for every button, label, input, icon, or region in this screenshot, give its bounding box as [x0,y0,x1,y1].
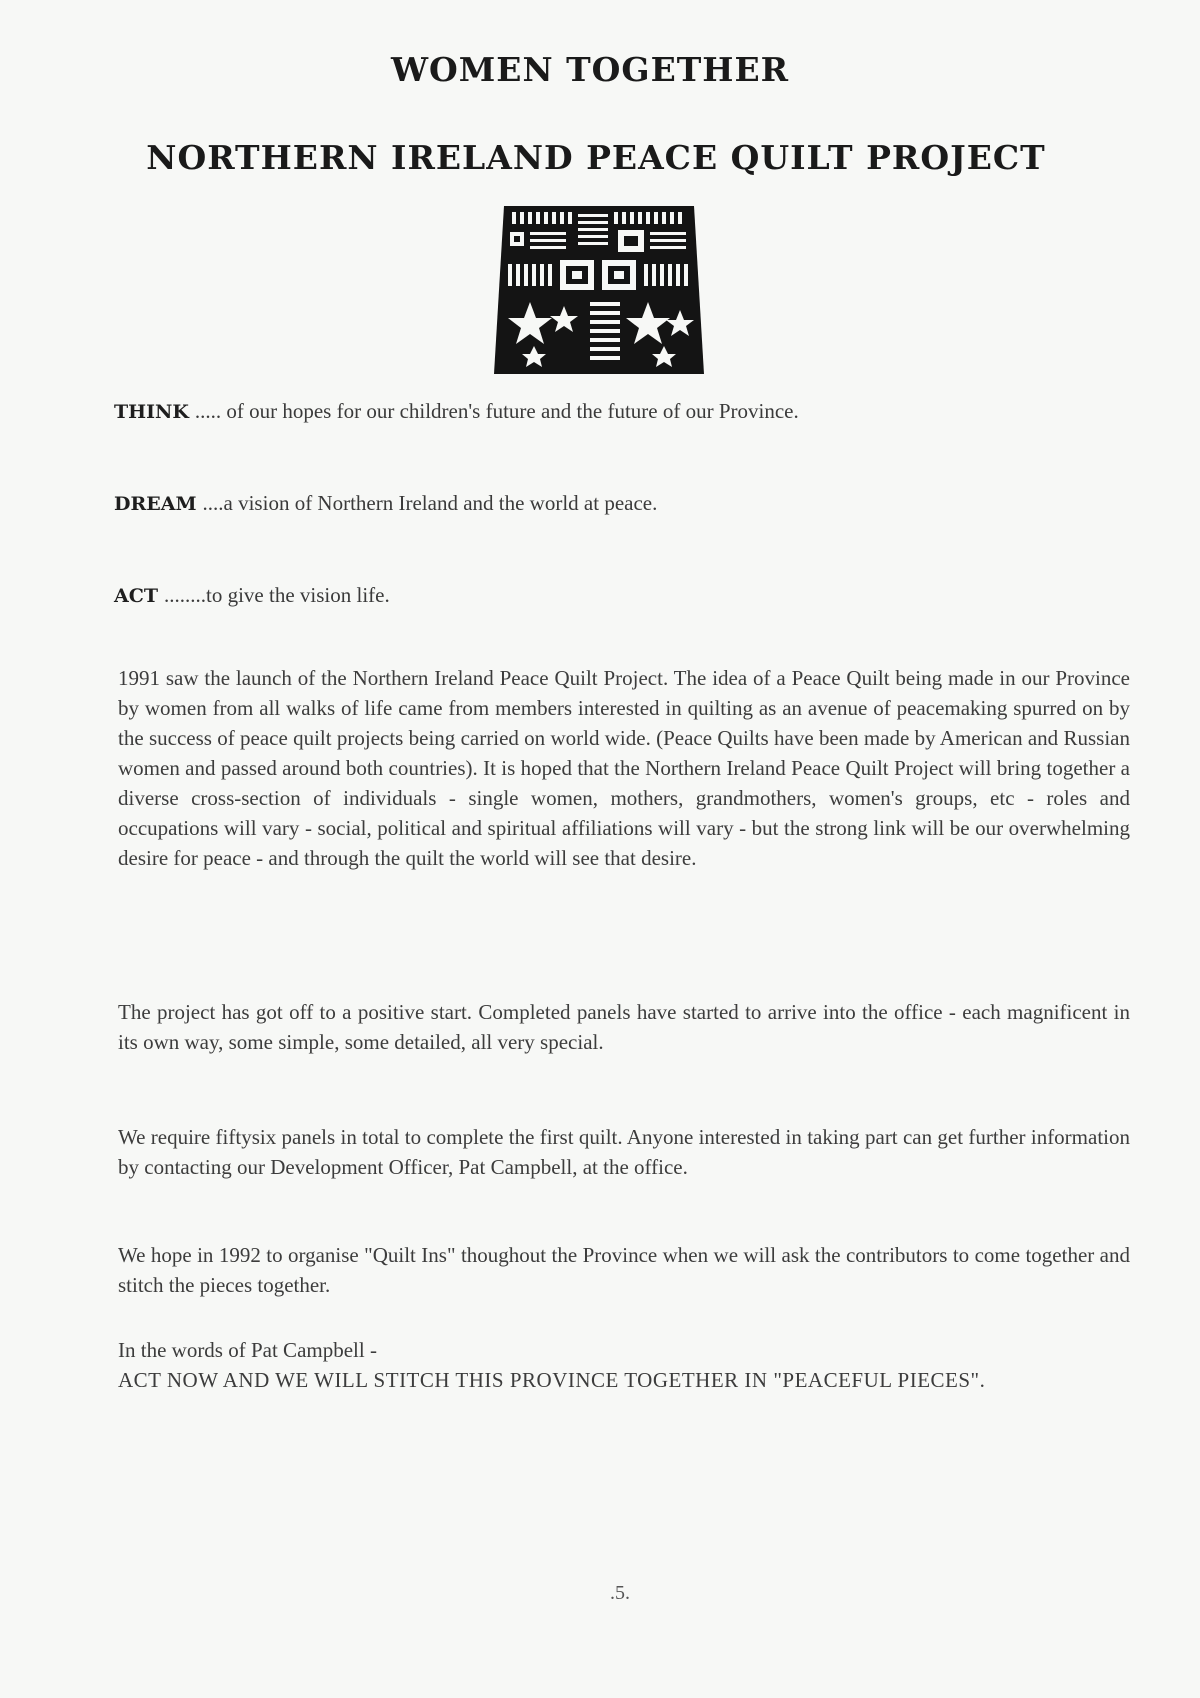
lead-text: ........to give the vision life. [164,583,390,607]
closing-quote: ACT NOW AND WE WILL STITCH THIS PROVINCE TOGETHER IN "PEACEFUL PIECES". [118,1368,986,1392]
lead-keyword: ACT [114,585,159,607]
lead-text: ..... of our hopes for our children's future and the future of our Province. [194,399,799,423]
lead-text: ....a vision of Northern Ireland and the world at peace. [202,491,658,515]
page-number: .5. [610,1582,630,1604]
closing-quote-block [118,1335,1130,1395]
lead-line-think [114,399,799,424]
document-subtitle: NORTHERN IRELAND PEACE QUILT PROJECT [146,138,1046,177]
closing-intro: In the words of Pat Campbell - [118,1338,377,1362]
lead-keyword: DREAM [114,493,197,515]
lead-keyword: THINK [114,401,189,423]
peace-quilt-logo-icon [494,206,704,374]
lead-line-act [114,583,390,608]
document-title: WOMEN TOGETHER [390,50,790,89]
body-paragraph: We require fiftysix panels in total to complete the first quilt. Anyone interested in taking part can get further information by contacting our Development Officer, Pat Campbell, at the office. [118,1125,1130,1179]
body-paragraph: 1991 saw the launch of the Northern Ireland Peace Quilt Project. The idea of a Peace Quilt being made in our Province by women from all walks of life came from members interested in quilting as an avenue of peacemaking spurred on by the success of peace quilt projects being carried on world wide. (Peace Quilts have been made by American and Russian women and passed around both countries). It is hoped that the Northern Ireland Peace Quilt Project will bring together a diverse cross-section of individuals - single women, mothers, grandmothers, women's groups, etc - roles and occupations will vary - social, political and spiritual affiliations will vary - but the strong link will be our overwhelming desire for peace - and through the quilt the world will see that desire. [118,666,1130,870]
lead-line-dream [114,491,657,516]
body-paragraph: The project has got off to a positive start. Completed panels have started to arrive into the office - each magnificent in its own way, some simple, some detailed, all very special. [118,1000,1130,1054]
body-paragraph: We hope in 1992 to organise "Quilt Ins" thoughout the Province when we will ask the contributors to come together and stitch the pieces together. [118,1243,1130,1297]
